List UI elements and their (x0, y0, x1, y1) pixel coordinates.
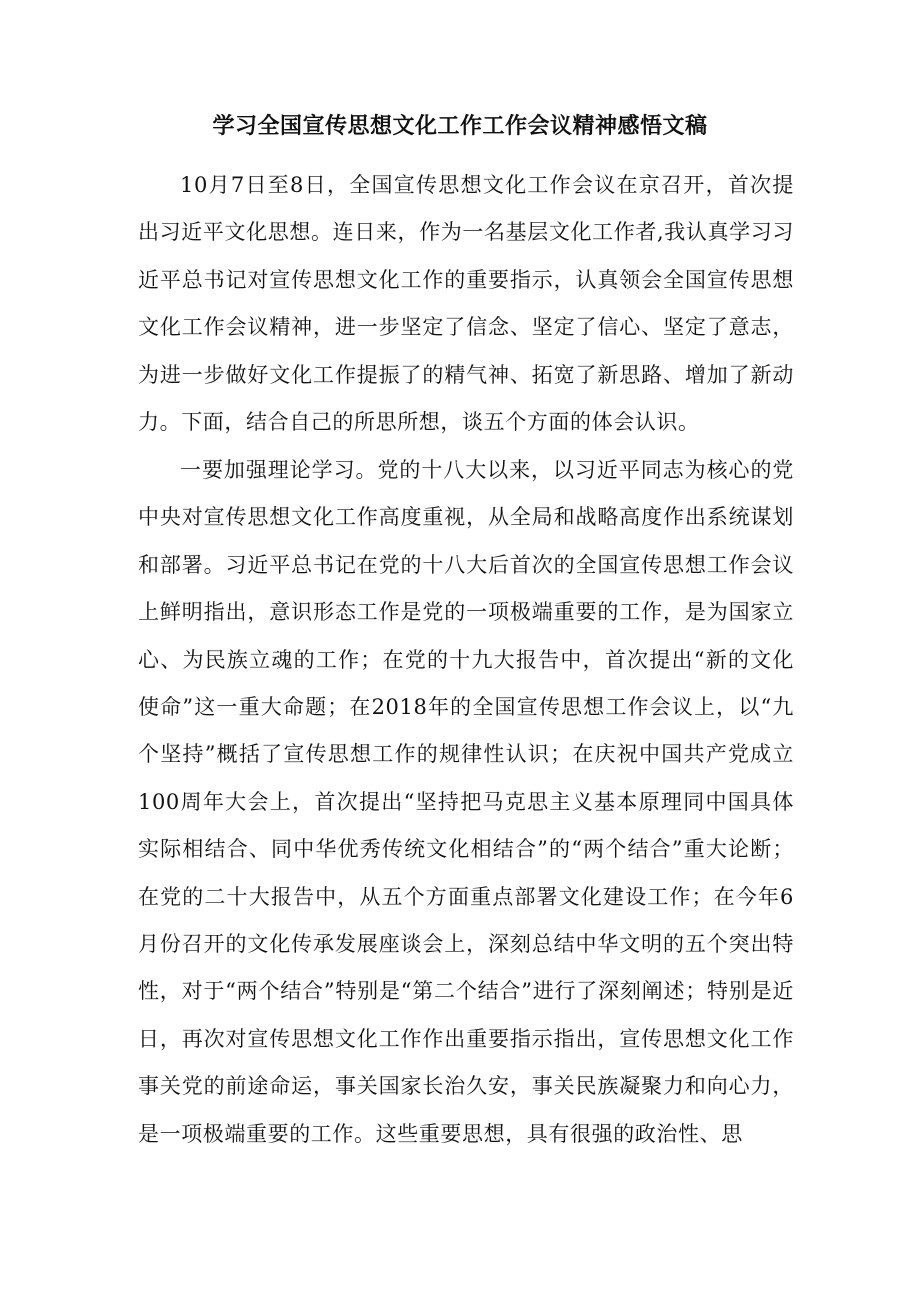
paragraph-intro: 10月7日至8日，全国宣传思想文化工作会议在京召开，首次提出习近平文化思想。连日来，作为一名基层文化工作者,我认真学习习近平总书记对宣传思想文化工作的重要指示，认真领会全国宣传思想文化工作会议精神，进一步坚定了信念、坚定了信心、坚定了意志，为进一步做好文化工作提振了的精气神、拓宽了新思路、增加了新动力。下面，结合自己的所思所想，谈五个方面的体会认识。 (138, 173, 794, 435)
paragraph-theory-study: 一要加强理论学习。党的十八大以来，以习近平同志为核心的党中央对宣传思想文化工作高度重视，从全局和战略高度作出系统谋划和部署。习近平总书记在党的十八大后首次的全国宣传思想工作会议上鲜明指出，意识形态工作是党的一项极端重要的工作，是为国家立心、为民族立魂的工作；在党的十九大报告中，首次提出“新的文化使命”这一重大命题；在2018年的全国宣传思想工作会议上，以“九个坚持”概括了宣传思想工作的规律性认识；在庆祝中国共产党成立100周年大会上，首次提出“坚持把马克思主义基本原理同中国具体实际相结合、同中华优秀传统文化相结合”的“两个结合”重大论断；在党的二十大报告中，从五个方面重点部署文化建设工作；在今年6月份召开的文化传承发展座谈会上，深刻总结中华文明的五个突出特性，对于“两个结合”特别是“第二个结合”进行了深刻阐述；特别是近日，再次对宣传思想文化工作作出重要指示指出，宣传思想文化工作事关党的前途命运，事关国家长治久安，事关民族凝聚力和向心力，是一项极端重要的工作。这些重要思想，具有很强的政治性、思 (138, 458, 794, 1146)
document-title: 学习全国宣传思想文化工作工作会议精神感悟文稿 (212, 114, 708, 139)
